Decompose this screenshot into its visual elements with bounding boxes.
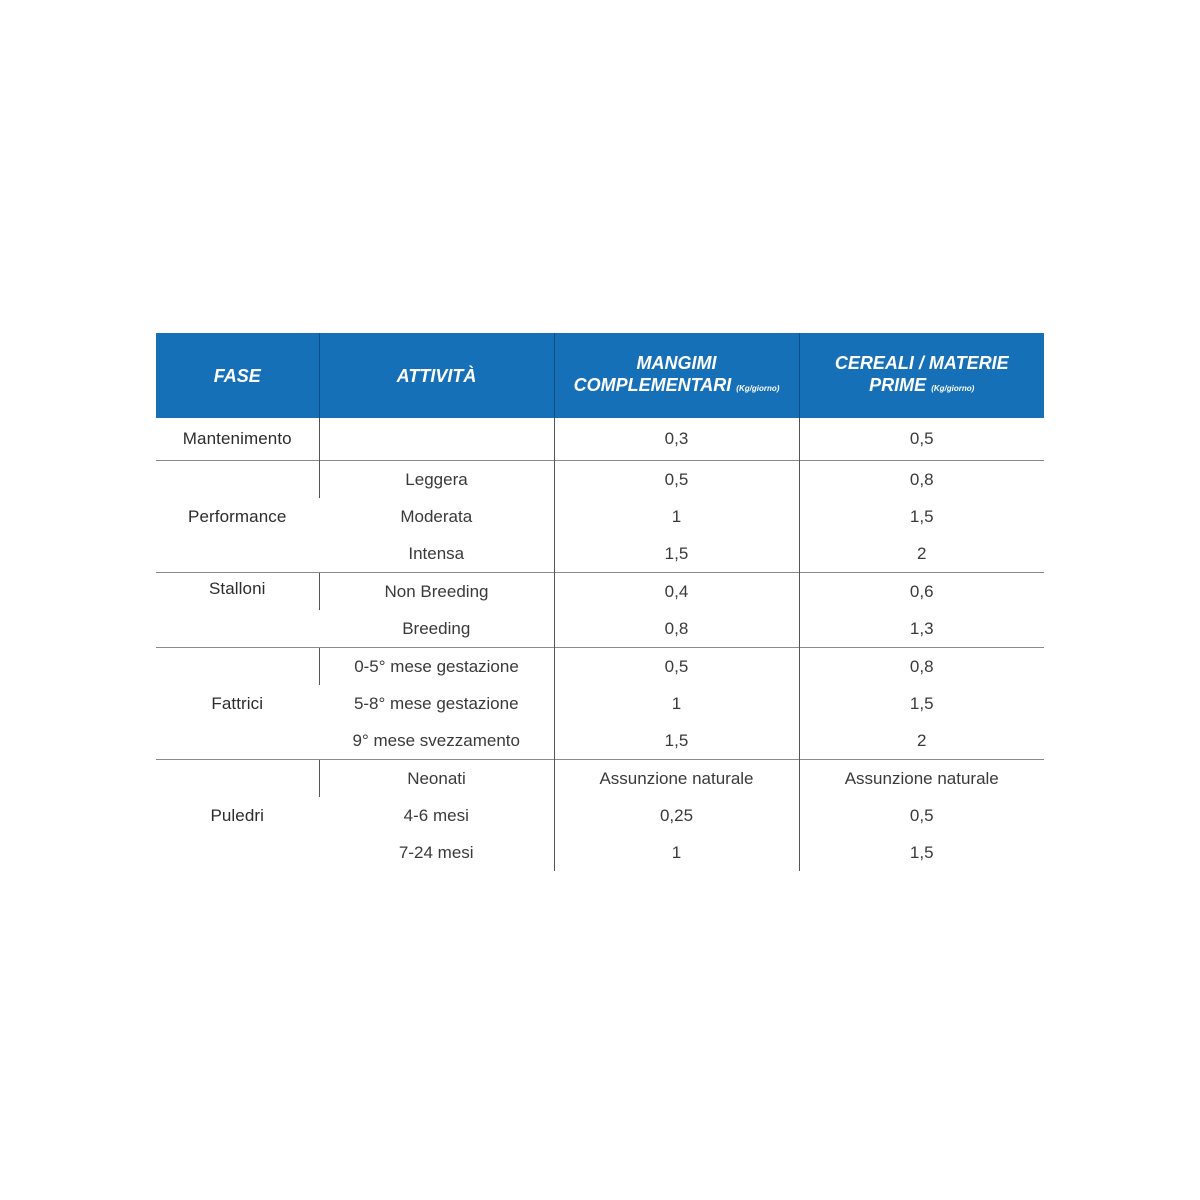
- attivita-cell: Moderata: [400, 506, 473, 526]
- attivita-cell: 0-5° mese gestazione: [319, 648, 554, 686]
- feeding-table: [156, 333, 1044, 871]
- table-row: [156, 648, 1044, 686]
- cereali-cell: 0,8: [799, 648, 1044, 686]
- header-attivita: [319, 333, 554, 418]
- mangimi-cell: 1: [554, 498, 799, 535]
- cereali-cell: 0,8: [799, 461, 1044, 499]
- table-row: [156, 573, 1044, 611]
- attivita-cell: Leggera: [319, 461, 554, 499]
- mangimi-cell: 1: [554, 834, 799, 871]
- cereali-cell: 1,5: [799, 834, 1044, 871]
- mangimi-cell: 0,4: [554, 573, 799, 611]
- fase-cell: Fattrici: [156, 648, 319, 760]
- mangimi-cell: 0,5: [554, 648, 799, 686]
- mangimi-cell: Assunzione naturale: [554, 760, 799, 798]
- header-attivita-label: ATTIVITÀ: [396, 365, 477, 386]
- header-fase-label: FASE: [213, 365, 261, 386]
- header-row: [156, 333, 1044, 418]
- cereali-cell: Assunzione naturale: [799, 760, 1044, 798]
- header-cereali-unit: (Kg/giorno): [931, 383, 975, 393]
- header-mangimi-unit: (Kg/giorno): [736, 383, 780, 393]
- cereali-cell: 0,5: [799, 418, 1044, 461]
- fase-cell: Mantenimento: [182, 429, 292, 448]
- attivita-cell: Intensa: [408, 543, 465, 563]
- attivita-cell: [319, 418, 554, 461]
- header-mangimi-line1: MANGIMI: [636, 352, 717, 373]
- attivita-cell: Non Breeding: [319, 573, 554, 611]
- mangimi-cell: 0,25: [554, 797, 799, 834]
- cereali-cell: 0,6: [799, 573, 1044, 611]
- header-mangimi: [554, 333, 799, 418]
- attivita-cell: 7-24 mesi: [398, 842, 474, 862]
- header-fase: [156, 333, 319, 418]
- fase-cell: Puledri: [156, 760, 319, 872]
- fase-cell: Performance: [156, 461, 319, 573]
- mangimi-cell: 1: [554, 685, 799, 722]
- mangimi-cell: 0,5: [554, 461, 799, 499]
- header-mangimi-line2: COMPLEMENTARI: [573, 374, 732, 395]
- cereali-cell: 2: [799, 535, 1044, 573]
- table-row: [156, 461, 1044, 499]
- attivita-cell: 5-8° mese gestazione: [353, 693, 519, 713]
- cereali-cell: 1,5: [799, 498, 1044, 535]
- table-row: [156, 418, 1044, 461]
- cereali-cell: 1,5: [799, 685, 1044, 722]
- header-cereali-line2: PRIME: [869, 374, 927, 395]
- table-body: [156, 418, 1044, 871]
- fase-cell: Stalloni: [156, 573, 319, 648]
- cereali-cell: 0,5: [799, 797, 1044, 834]
- table-row: [156, 760, 1044, 798]
- cereali-cell: 2: [799, 722, 1044, 760]
- header-cereali-line1: CEREALI / MATERIE: [834, 352, 1009, 373]
- attivita-cell: 4-6 mesi: [403, 805, 469, 825]
- mangimi-cell: 1,5: [554, 535, 799, 573]
- mangimi-cell: 0,8: [554, 610, 799, 648]
- attivita-cell: 9° mese svezzamento: [352, 730, 520, 750]
- cereali-cell: 1,3: [799, 610, 1044, 648]
- feeding-table-container: [156, 333, 1044, 871]
- mangimi-cell: 0,3: [554, 418, 799, 461]
- attivita-cell: Breeding: [402, 618, 471, 638]
- table-header: [156, 333, 1044, 418]
- header-cereali: [799, 333, 1044, 418]
- mangimi-cell: 1,5: [554, 722, 799, 760]
- attivita-cell: Neonati: [319, 760, 554, 798]
